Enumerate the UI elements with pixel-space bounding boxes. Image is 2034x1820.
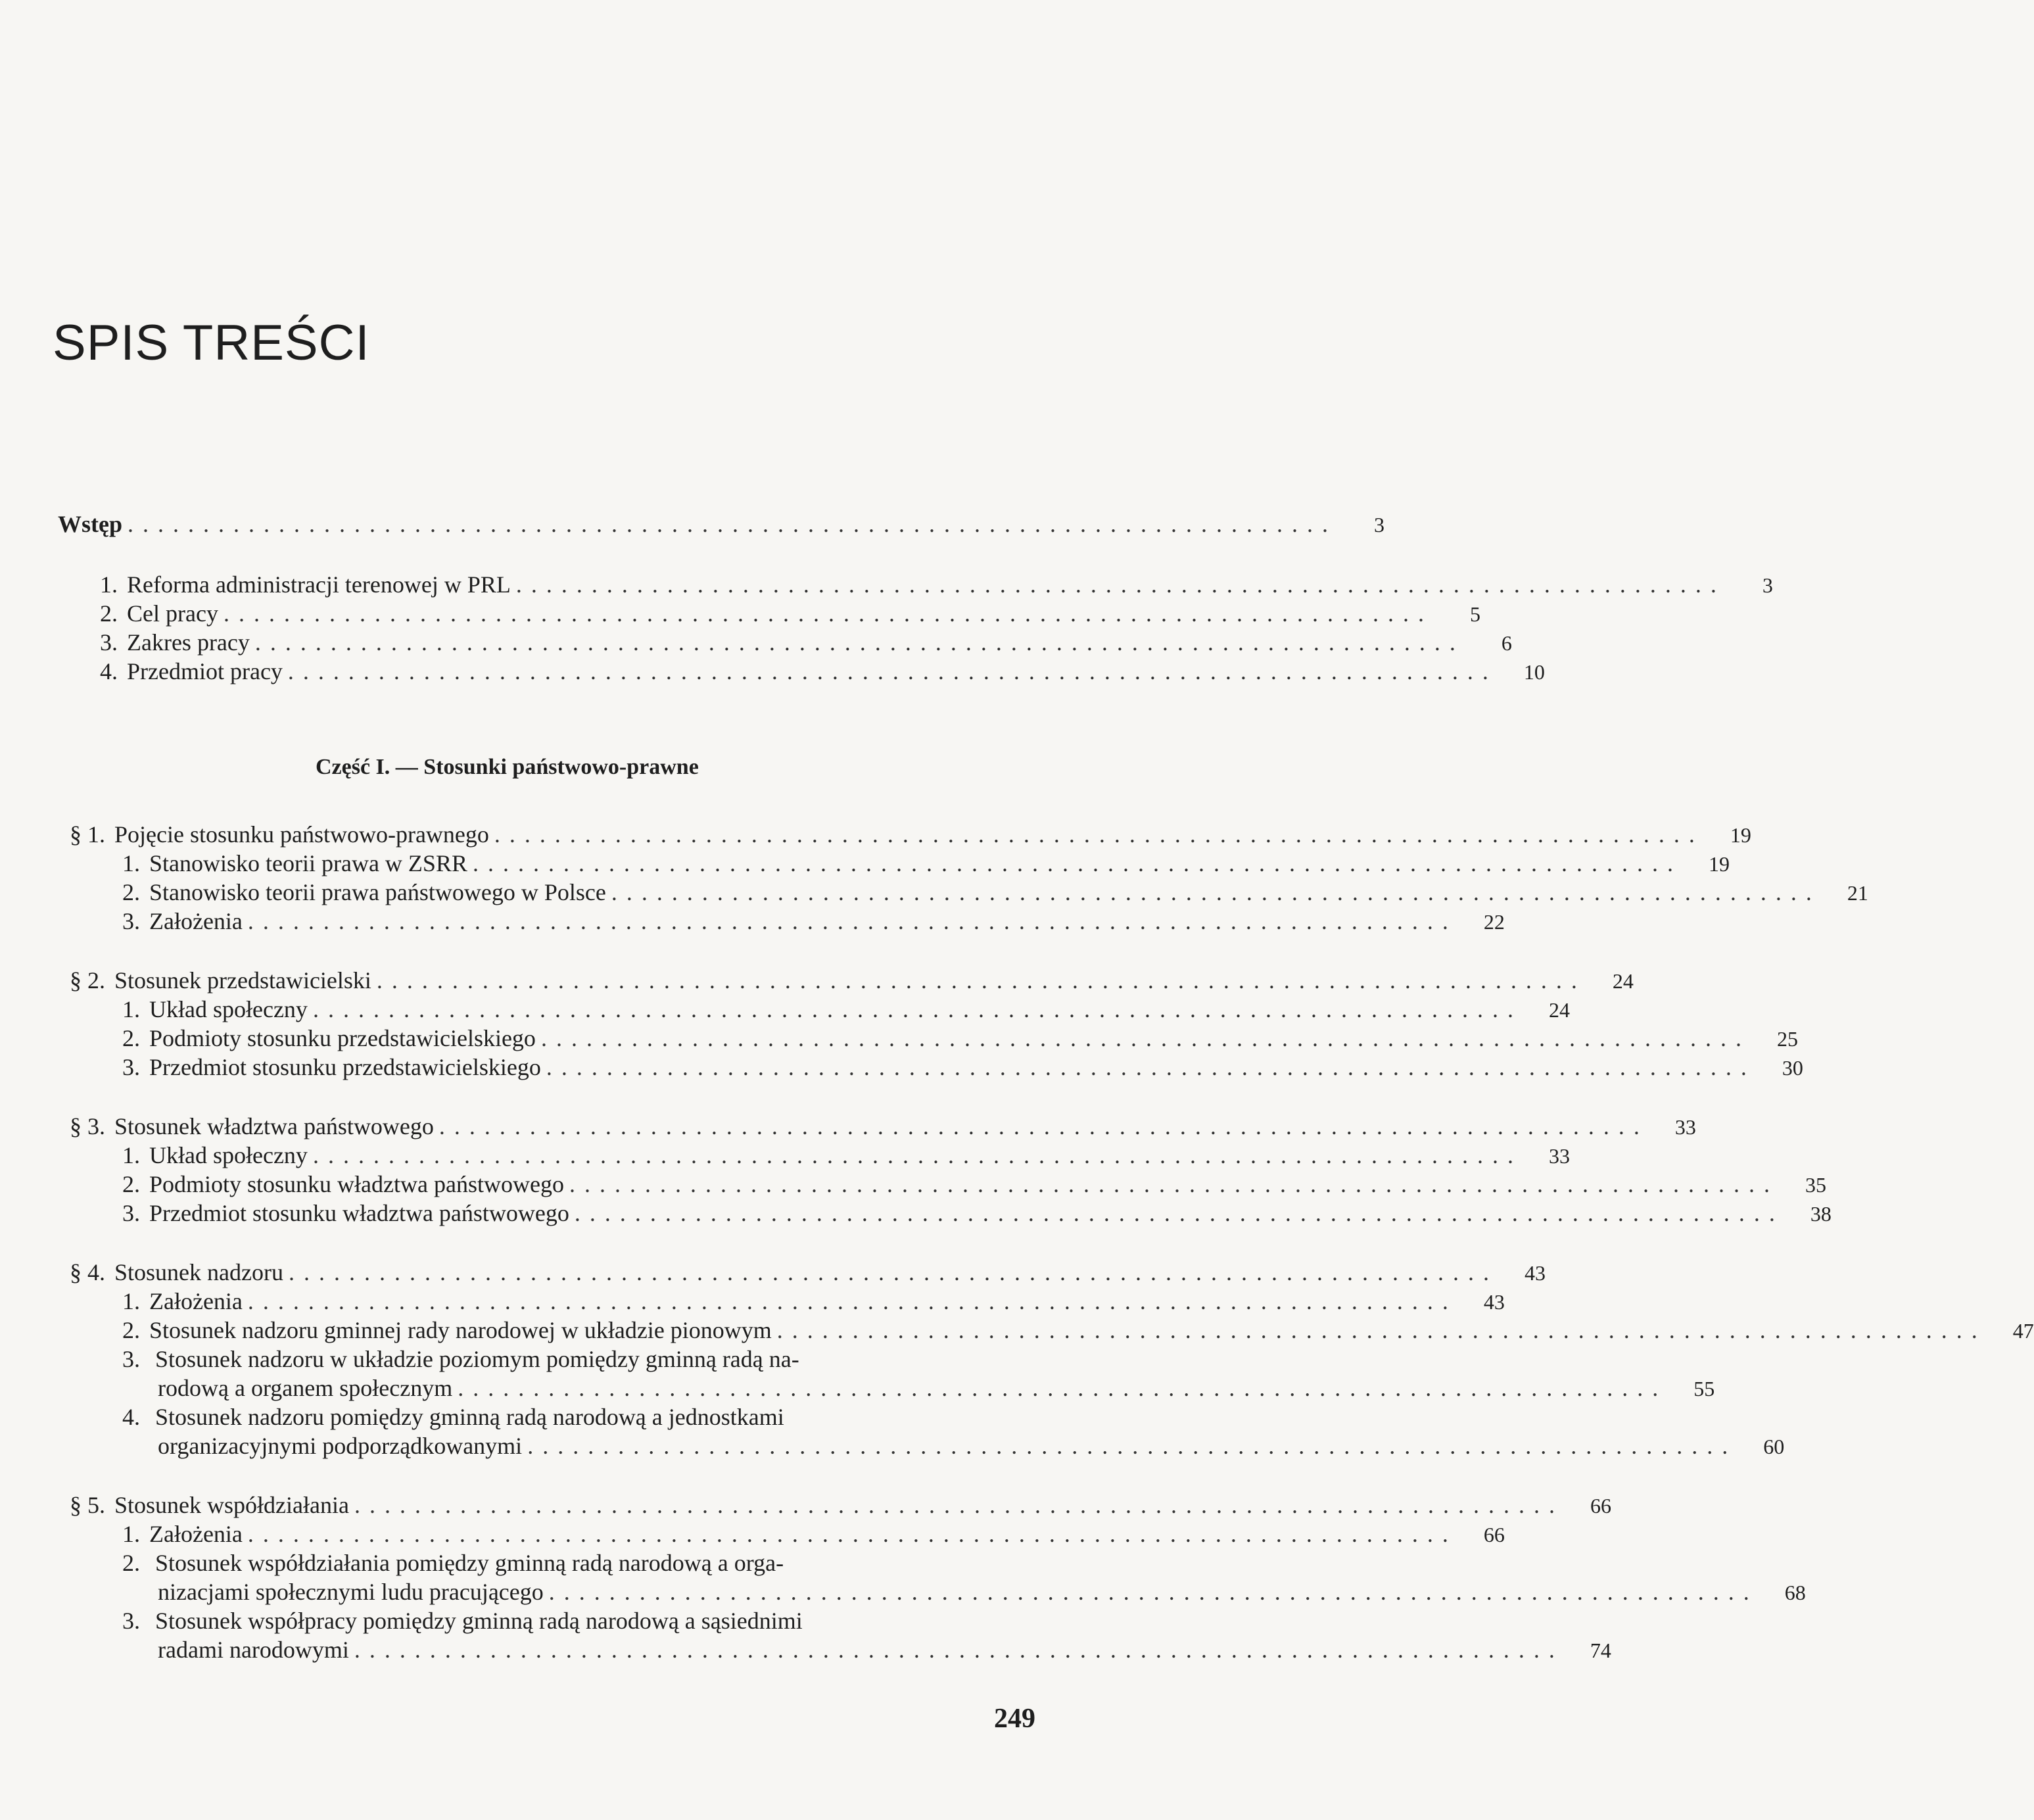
toc-entry-label: Przedmiot stosunku przedstawicielskiego: [149, 1054, 541, 1080]
toc-entry-continuation: [158, 1374, 1715, 1406]
toc-entry: [122, 1287, 1505, 1319]
toc-entry-number: 1.: [122, 996, 140, 1022]
toc-entry-number: 1.: [122, 1521, 140, 1547]
dot-leader: ................................................................................: [458, 1375, 1668, 1401]
dot-leader: ................................................................................: [312, 996, 1523, 1022]
toc-entry: [122, 1053, 1803, 1085]
dot-leader: ................................................................................: [223, 600, 1433, 627]
dot-leader: ................................................................................: [548, 1579, 1759, 1605]
toc-entry-label: Układ społeczny: [149, 1142, 308, 1168]
toc-entry-number: 3.: [122, 1054, 140, 1080]
toc-page-number: 5: [1469, 602, 1480, 626]
toc-entry-number: 2.: [122, 1025, 140, 1051]
toc-entry-label-line1: Stosunek nadzoru w układzie poziomym pomiędzy gminną radą na-: [155, 1346, 799, 1372]
toc-entry-label: Podmioty stosunku władztwa państwowego: [149, 1171, 564, 1197]
toc-entry-number: 2.: [122, 1171, 140, 1197]
toc-entry: [122, 907, 1505, 939]
toc-entry-number: 1.: [122, 850, 140, 876]
toc-section: [70, 1258, 1546, 1290]
toc-page-number: 10: [1523, 660, 1545, 684]
dot-leader: ................................................................................: [776, 1317, 1987, 1343]
toc-entry-label: Reforma administracji terenowej w PRL: [127, 571, 511, 598]
page-title: SPIS TREŚCI: [53, 315, 370, 371]
dot-leader: ................................................................................: [527, 1433, 1738, 1459]
toc-entry-number: 4.: [122, 1404, 140, 1430]
toc-entry: [100, 571, 1773, 602]
toc-section-number: § 2.: [70, 967, 105, 994]
toc-page-number: 24: [1548, 998, 1570, 1022]
toc-entry-number: 3.: [122, 1346, 140, 1372]
toc-entry-number: 1.: [122, 1288, 140, 1314]
toc-page-number: 74: [1590, 1639, 1611, 1662]
toc-section-number: § 3.: [70, 1113, 105, 1139]
dot-leader: ................................................................................: [247, 1288, 1457, 1314]
toc-entry-label: Założenia: [149, 1288, 243, 1314]
toc-entry-label: Stosunek współdziałania: [114, 1492, 349, 1518]
toc-entry-number: 2.: [100, 600, 118, 627]
toc-page-number: 47: [2012, 1319, 2034, 1343]
toc-section: [70, 967, 1634, 998]
toc-entry: [122, 1199, 1832, 1231]
toc-entry-label: Cel pracy: [127, 600, 218, 627]
toc-entry: [122, 850, 1730, 881]
toc-entry: [100, 629, 1512, 660]
toc-entry-label: Zakres pracy: [127, 629, 250, 656]
toc-page-number: 25: [1776, 1027, 1798, 1051]
toc-page-number: 22: [1483, 910, 1505, 934]
toc-entry-number: 3.: [122, 1608, 140, 1634]
dot-leader: ................................................................................: [472, 850, 1682, 876]
toc-entry-label: organizacyjnymi podporządkowanymi: [158, 1433, 523, 1459]
dot-leader: ................................................................................: [546, 1054, 1756, 1080]
dot-leader: ................................................................................: [494, 821, 1704, 848]
toc-page-number: 68: [1784, 1581, 1806, 1604]
toc-entry-intro: [58, 510, 1384, 542]
toc-entry-number: 3.: [122, 1200, 140, 1226]
toc-entry-label: Stosunek władztwa państwowego: [114, 1113, 434, 1139]
toc-page-number: 55: [1693, 1377, 1715, 1401]
toc-entry-continuation: [158, 1636, 1611, 1667]
toc-entry-label-line1: Stosunek nadzoru pomiędzy gminną radą narodową a jednostkami: [155, 1404, 784, 1430]
dot-leader: ................................................................................: [288, 1259, 1498, 1285]
toc-entry-first-line: [122, 1345, 799, 1377]
toc-entry-label: nizacjami społecznymi ludu pracującego: [158, 1579, 544, 1605]
toc-entry: [122, 1520, 1505, 1552]
toc-entry-label: Założenia: [149, 1521, 243, 1547]
toc-page-number: 3: [1374, 513, 1384, 537]
toc-page-number: 66: [1590, 1494, 1611, 1518]
toc-entry: [122, 995, 1570, 1027]
dot-leader: ................................................................................: [354, 1492, 1564, 1518]
toc-page-number: 33: [1548, 1144, 1570, 1168]
toc-entry-label: Wstęp: [58, 511, 122, 537]
toc-entry-label: Stosunek przedstawicielski: [114, 967, 371, 994]
toc-page-number: 33: [1674, 1115, 1696, 1139]
toc-entry-number: 3.: [100, 629, 118, 656]
toc-entry: [122, 1141, 1570, 1173]
toc-entry-number: 1.: [122, 1142, 140, 1168]
toc-entry-label: Stanowisko teorii prawa w ZSRR: [149, 850, 467, 876]
dot-leader: ................................................................................: [247, 908, 1457, 934]
dot-leader: ................................................................................: [254, 629, 1465, 656]
toc-page-number: 6: [1501, 631, 1512, 655]
dot-leader: ................................................................................: [128, 511, 1337, 537]
toc-page-number: 30: [1782, 1056, 1803, 1080]
toc-section-number: § 5.: [70, 1492, 105, 1518]
toc-entry-label: Przedmiot stosunku władztwa państwowego: [149, 1200, 569, 1226]
toc-entry: [122, 878, 1868, 910]
toc-page-number: 19: [1730, 823, 1751, 847]
toc-entry: [100, 658, 1545, 689]
toc-entry-label: Założenia: [149, 908, 243, 934]
dot-leader: ................................................................................: [354, 1637, 1564, 1663]
toc-entry-label: Pojęcie stosunku państwowo-prawnego: [114, 821, 489, 848]
dot-leader: ................................................................................: [438, 1113, 1649, 1139]
toc-entry-number: 3.: [122, 908, 140, 934]
toc-section-number: § 4.: [70, 1259, 105, 1285]
dot-leader: ................................................................................: [574, 1200, 1784, 1226]
dot-leader: ................................................................................: [540, 1025, 1751, 1051]
toc-entry-first-line: [122, 1607, 803, 1639]
toc-entry-number: 4.: [100, 658, 118, 684]
toc-page-number: 21: [1847, 881, 1868, 905]
toc-entry-continuation: [158, 1432, 1785, 1464]
toc-page-number: 43: [1483, 1290, 1505, 1314]
toc-entry: [122, 1316, 2034, 1348]
toc-section-number: § 1.: [70, 821, 105, 848]
dot-leader: ................................................................................: [376, 967, 1586, 994]
toc-page-number: 35: [1805, 1173, 1826, 1197]
dot-leader: ................................................................................: [312, 1142, 1523, 1168]
toc-section: [70, 1113, 1696, 1144]
toc-entry-number: 2.: [122, 1550, 140, 1576]
toc-section: [70, 821, 1751, 852]
toc-entry-label: rodową a organem społecznym: [158, 1375, 453, 1401]
dot-leader: ................................................................................: [287, 658, 1498, 684]
dot-leader: ................................................................................: [569, 1171, 1779, 1197]
toc-page-number: 24: [1612, 969, 1634, 993]
toc-page-number: 19: [1708, 852, 1730, 876]
toc-entry-label: Stosunek nadzoru: [114, 1259, 283, 1285]
toc-page-number: 66: [1483, 1523, 1505, 1546]
toc-entry-number: 2.: [122, 1317, 140, 1343]
toc-entry-label: radami narodowymi: [158, 1637, 349, 1663]
toc-entry-number: 1.: [100, 571, 118, 598]
toc-page-number: 60: [1763, 1435, 1785, 1458]
toc-entry: [122, 1170, 1826, 1202]
part-heading: Część I. — Stosunki państwowo-prawne: [316, 755, 699, 779]
toc-entry-label-line1: Stosunek współpracy pomiędzy gminną radą narodową a sąsiednimi: [155, 1608, 803, 1634]
toc-entry-label: Podmioty stosunku przedstawicielskiego: [149, 1025, 536, 1051]
toc-entry-first-line: [122, 1549, 784, 1581]
toc-page-number: 38: [1810, 1202, 1832, 1226]
dot-leader: ................................................................................: [515, 571, 1726, 598]
toc-entry-label-line1: Stosunek współdziałania pomiędzy gminną radą narodową a orga-: [155, 1550, 784, 1576]
page-number: 249: [994, 1704, 1035, 1734]
toc-entry-first-line: [122, 1403, 784, 1435]
toc-entry: [122, 1024, 1798, 1056]
toc-entry-label: Przedmiot pracy: [127, 658, 283, 684]
toc-entry-continuation: [158, 1578, 1806, 1610]
toc-entry-label: Stanowisko teorii prawa państwowego w Polsce: [149, 879, 606, 905]
toc-entry-label: Układ społeczny: [149, 996, 308, 1022]
toc-entry-label: Stosunek nadzoru gminnej rady narodowej w układzie pionowym: [149, 1317, 772, 1343]
toc-entry-number: 2.: [122, 879, 140, 905]
toc-page-number: 43: [1524, 1261, 1546, 1285]
dot-leader: ................................................................................: [247, 1521, 1457, 1547]
toc-page-number: 3: [1762, 573, 1773, 597]
toc-section: [70, 1491, 1611, 1523]
dot-leader: ................................................................................: [611, 879, 1821, 905]
toc-entry: [100, 600, 1480, 631]
